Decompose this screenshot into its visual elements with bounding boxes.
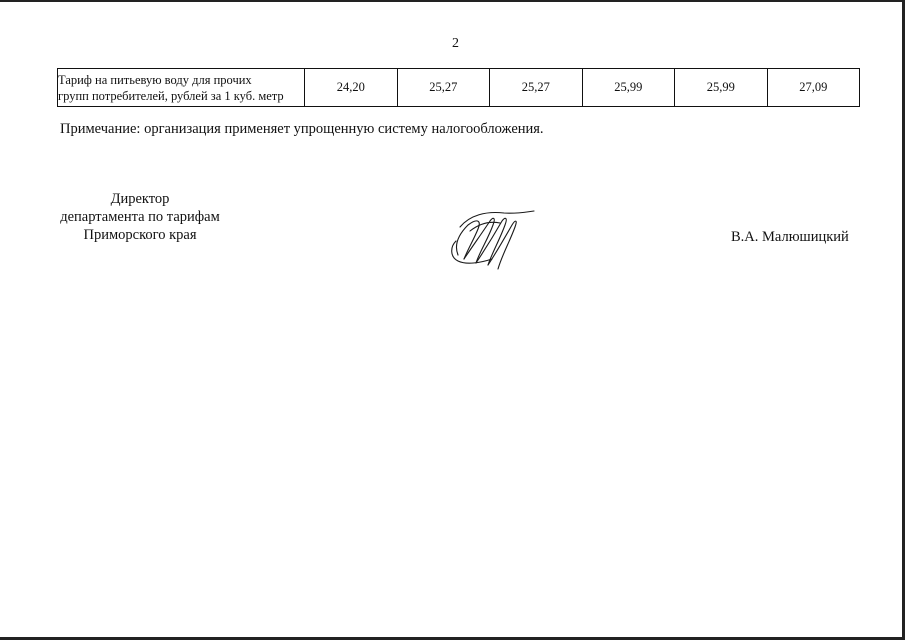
- signer-name: В.А. Малюшицкий: [731, 229, 849, 245]
- note-text: Примечание: организация применяет упрощенную систему налогообложения.: [60, 121, 544, 137]
- tariff-label-cell: [58, 69, 305, 107]
- page-number: 2: [452, 36, 459, 51]
- tariff-value-cell: 27,09: [767, 69, 860, 107]
- tariff-value-cell: 25,27: [397, 69, 490, 107]
- tariff-value-cell: 25,99: [675, 69, 768, 107]
- tariff-value-cell: 25,27: [490, 69, 583, 107]
- position-line: Директор: [110, 191, 170, 207]
- table-row: [58, 69, 860, 107]
- tariff-value-cell: 25,99: [582, 69, 675, 107]
- handwritten-signature: [446, 205, 536, 271]
- position-line: Приморского края: [83, 227, 197, 243]
- tariff-table: [57, 68, 860, 107]
- tariff-value-cell: 24,20: [305, 69, 398, 107]
- signatory-position: [56, 190, 224, 244]
- tariff-label-line: групп потребителей, рублей за 1 куб. метр: [58, 88, 284, 103]
- tariff-label-line: Тариф на питьевую воду для прочих: [58, 72, 252, 87]
- scan-border-top: [0, 0, 905, 2]
- position-line: департамента по тарифам: [60, 209, 220, 225]
